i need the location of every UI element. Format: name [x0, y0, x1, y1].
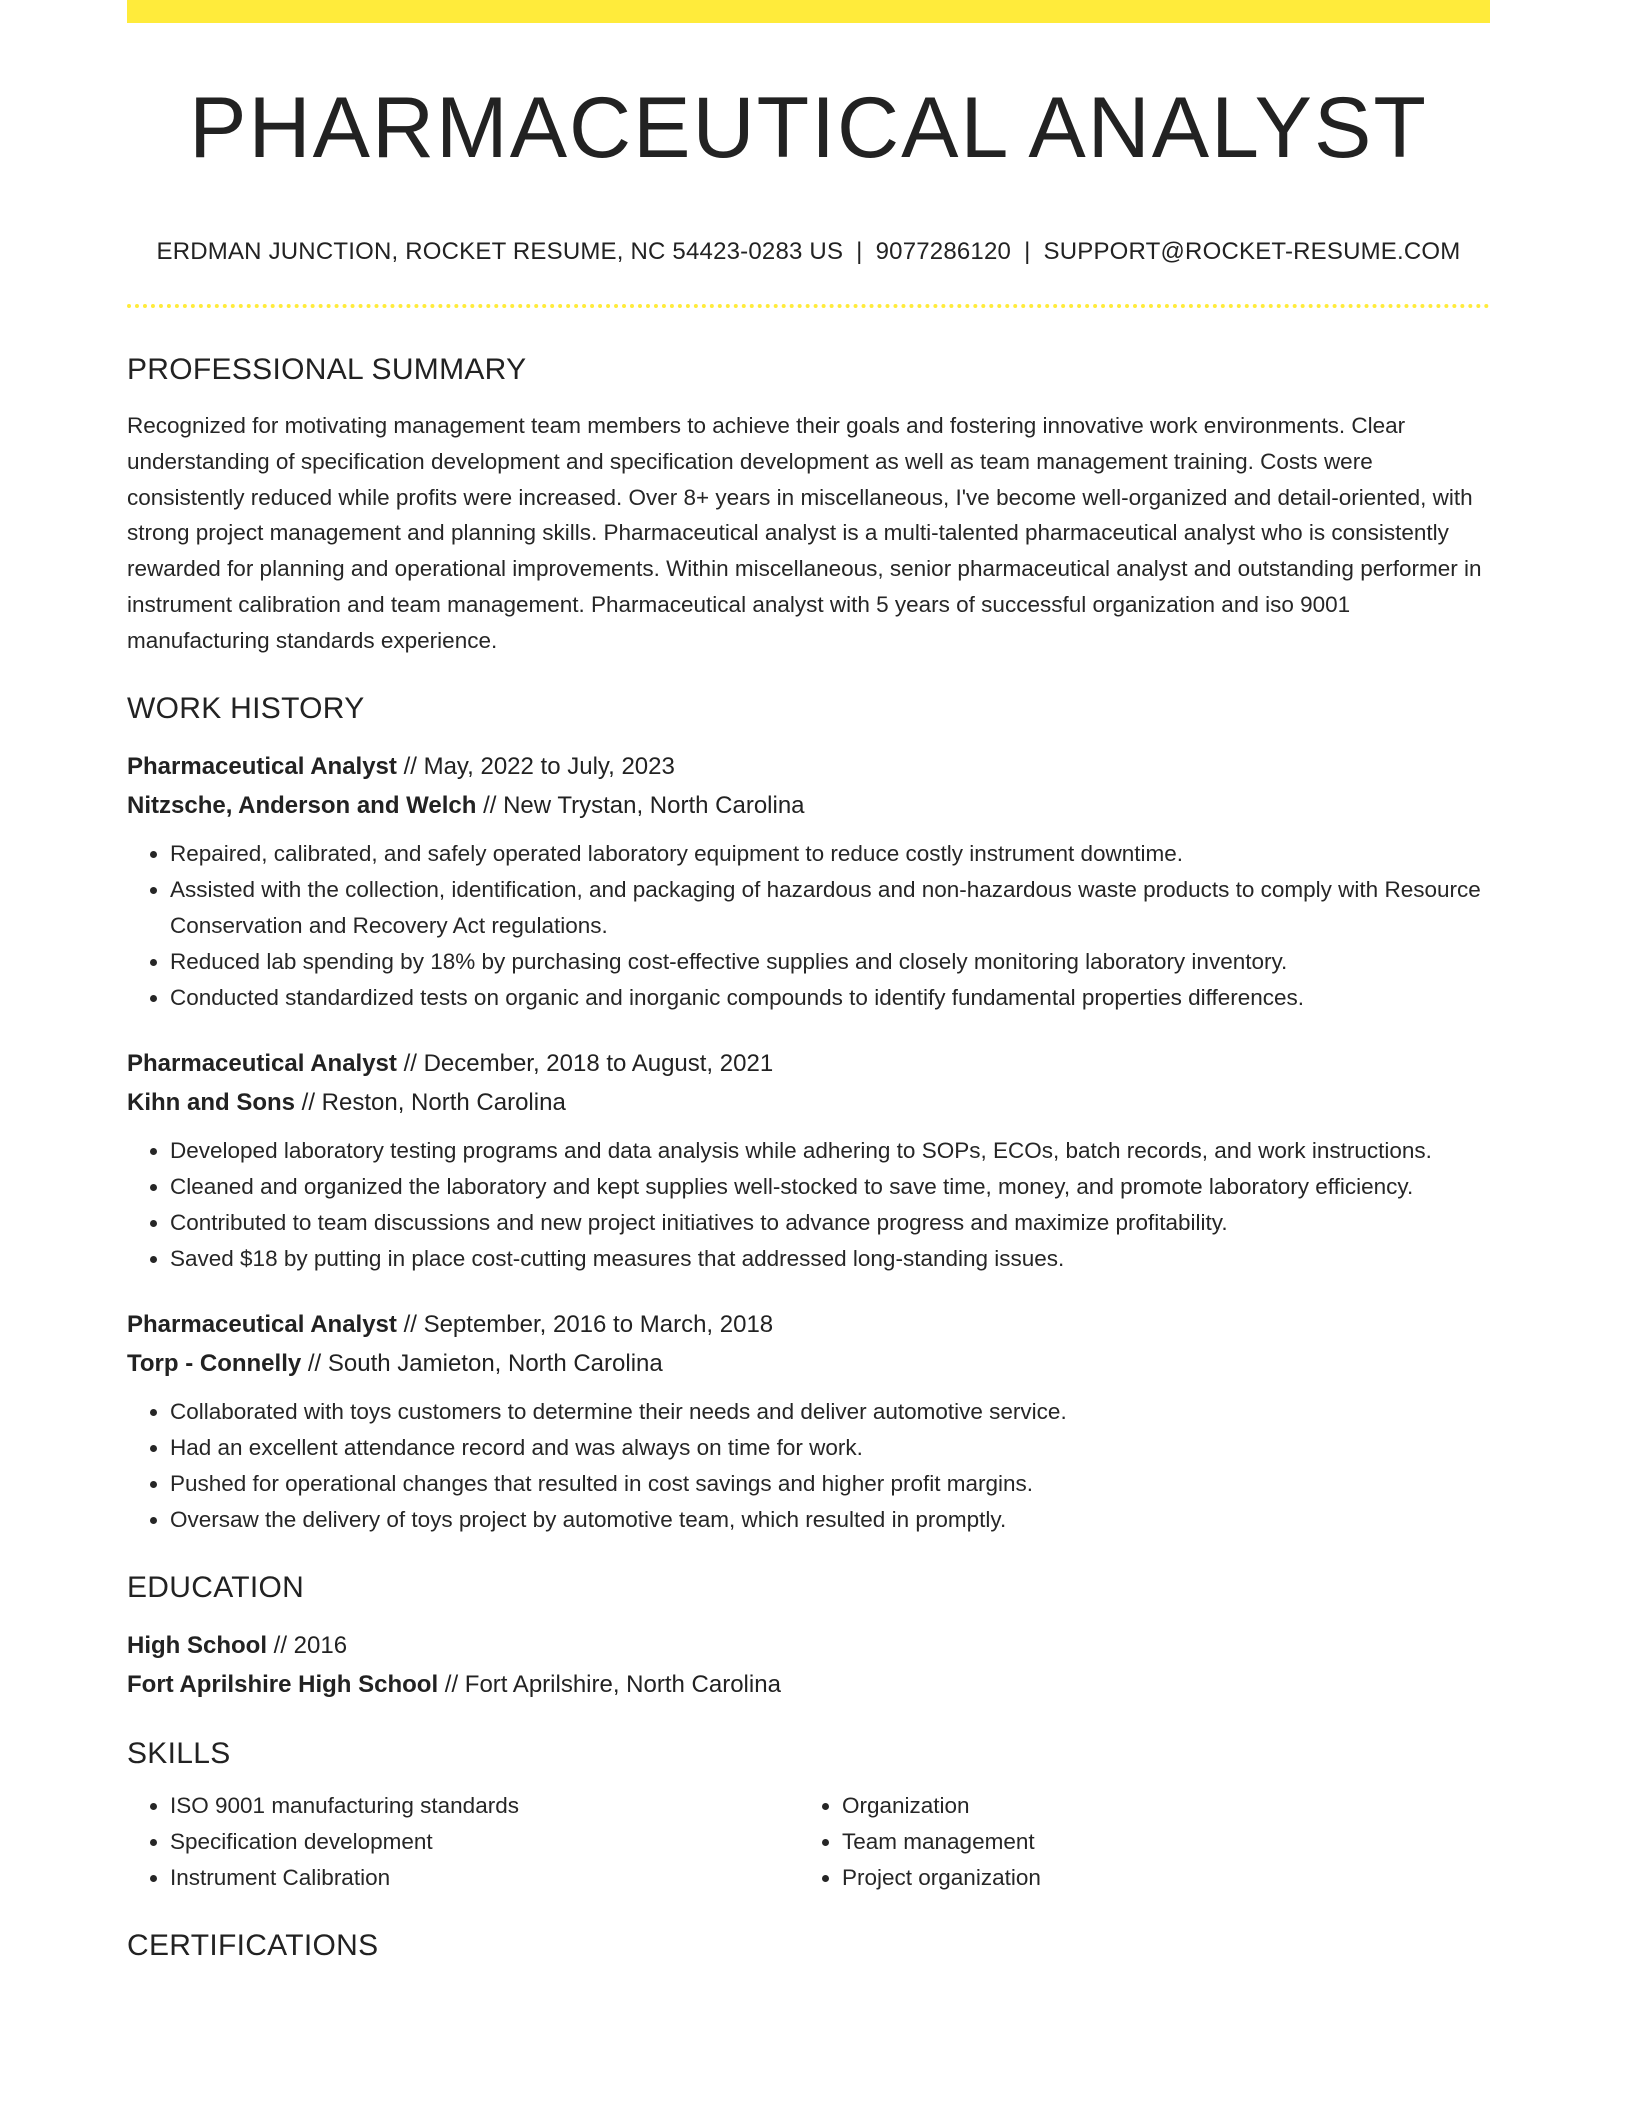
skill-item: • Instrument Calibration: [170, 1860, 799, 1896]
contact-line: [127, 236, 1490, 268]
skills-column-right: [799, 1788, 1471, 1896]
education-degree: High School: [127, 1631, 267, 1659]
education-entry: [127, 1626, 1490, 1704]
job-role: Pharmaceutical Analyst: [127, 752, 397, 780]
job-role-line: [127, 1305, 1490, 1344]
skills-section: [127, 1734, 1490, 1896]
job-location: // South Jamieton, North Carolina: [301, 1349, 663, 1377]
job-bullet: • Saved $18 by putting in place cost-cutting measures that addressed long-standing issues.: [170, 1241, 1490, 1277]
section-title-work-history: WORK HISTORY: [127, 691, 365, 725]
resume-content: [127, 350, 1490, 1966]
education-degree-line: [127, 1626, 1490, 1665]
job-bullets: [127, 1133, 1490, 1277]
section-title-certifications: CERTIFICATIONS: [127, 1928, 379, 1962]
job-location: // Reston, North Carolina: [295, 1088, 566, 1116]
job-bullet: • Cleaned and organized the laboratory and kept supplies well-stocked to save time, money, and promote laboratory efficiency.: [170, 1169, 1490, 1205]
job-bullets: [127, 1394, 1490, 1538]
summary-text: Recognized for motivating management team members to achieve their goals and fostering innovative work environments. Clear understanding of specification development and specification development as well as team management training. Costs were consistently reduced while profits were increased. Over 8+ years in miscellaneous, I've become well-organized and detail-oriented, with strong project management and planning skills. Pharmaceutical analyst is a multi-talented pharmaceutical analyst who is consistently rewarded for planning and operational improvements. Within miscellaneous, senior pharmaceutical analyst and outstanding performer in instrument calibration and team management. Pharmaceutical analyst with 5 years of successful organization and iso 9001 manufacturing standards experience.: [127, 413, 1482, 653]
job-bullet: • Pushed for operational changes that resulted in cost savings and higher profit margins.: [170, 1466, 1490, 1502]
work-history-section: [127, 689, 1490, 1538]
job-company: Nitzsche, Anderson and Welch: [127, 791, 477, 819]
job-role-line: [127, 747, 1490, 786]
skill-item: • Team management: [842, 1824, 1471, 1860]
summary-section: [127, 350, 1490, 659]
job-dates: // September, 2016 to March, 2018: [396, 1310, 774, 1338]
job-bullet: • Contributed to team discussions and new project initiatives to advance progress and maximize profitability.: [170, 1205, 1490, 1241]
contact-separator: |: [1024, 238, 1031, 265]
job-bullet: • Collaborated with toys customers to determine their needs and deliver automotive service.: [170, 1394, 1490, 1430]
job-company-line: [127, 786, 1490, 825]
job-bullet: • Developed laboratory testing programs and data analysis while adhering to SOPs, ECOs, batch records, and work instructions.: [170, 1133, 1490, 1169]
skill-item: • Specification development: [170, 1824, 799, 1860]
section-title-education: EDUCATION: [127, 1570, 305, 1604]
skill-item: • Organization: [842, 1788, 1471, 1824]
job-role: Pharmaceutical Analyst: [127, 1049, 397, 1077]
skill-item: • ISO 9001 manufacturing standards: [170, 1788, 799, 1824]
job-role-line: [127, 1044, 1490, 1083]
education-location: // Fort Aprilshire, North Carolina: [438, 1670, 781, 1698]
job-company: Kihn and Sons: [127, 1088, 295, 1116]
job-dates: // May, 2022 to July, 2023: [396, 752, 675, 780]
job-company-line: [127, 1083, 1490, 1122]
section-title-summary: PROFESSIONAL SUMMARY: [127, 353, 527, 386]
skills-column-left: [127, 1788, 799, 1896]
contact-separator: |: [856, 238, 863, 265]
dotted-divider: [127, 304, 1490, 308]
contact-address: ERDMAN JUNCTION, ROCKET RESUME, NC 54423-0283 US: [156, 238, 844, 265]
skills-grid: [127, 1788, 1490, 1896]
education-school-line: [127, 1665, 1490, 1704]
job-bullet: • Assisted with the collection, identification, and packaging of hazardous and non-hazardous waste products to comply with Resource Conservation and Recovery Act regulations.: [170, 872, 1490, 944]
job-bullet: • Reduced lab spending by 18% by purchasing cost-effective supplies and closely monitoring laboratory inventory.: [170, 944, 1490, 980]
job-entry: [127, 747, 1490, 1016]
resume-title: PHARMACEUTICAL ANALYST: [189, 80, 1428, 176]
job-dates: // December, 2018 to August, 2021: [396, 1049, 774, 1077]
education-year: // 2016: [267, 1631, 348, 1659]
job-bullet: • Repaired, calibrated, and safely operated laboratory equipment to reduce costly instrument downtime.: [170, 836, 1490, 872]
job-company: Torp - Connelly: [127, 1349, 302, 1377]
contact-email: SUPPORT@ROCKET-RESUME.COM: [1043, 238, 1461, 265]
certifications-section: [127, 1926, 1490, 1966]
job-bullets: [127, 836, 1490, 1016]
job-entry: [127, 1044, 1490, 1277]
contact-phone: 9077286120: [875, 238, 1012, 265]
job-company-line: [127, 1344, 1490, 1383]
job-entry: [127, 1305, 1490, 1538]
accent-bar: [127, 0, 1490, 23]
job-location: // New Trystan, North Carolina: [476, 791, 805, 819]
section-title-skills: SKILLS: [127, 1736, 231, 1770]
skill-item: • Project organization: [842, 1860, 1471, 1896]
job-role: Pharmaceutical Analyst: [127, 1310, 397, 1338]
job-bullet: • Oversaw the delivery of toys project by automotive team, which resulted in promptly.: [170, 1502, 1490, 1538]
job-bullet: • Had an excellent attendance record and was always on time for work.: [170, 1430, 1490, 1466]
education-section: [127, 1568, 1490, 1704]
education-school: Fort Aprilshire High School: [127, 1670, 439, 1698]
job-bullet: • Conducted standardized tests on organic and inorganic compounds to identify fundamental properties differences.: [170, 980, 1490, 1016]
